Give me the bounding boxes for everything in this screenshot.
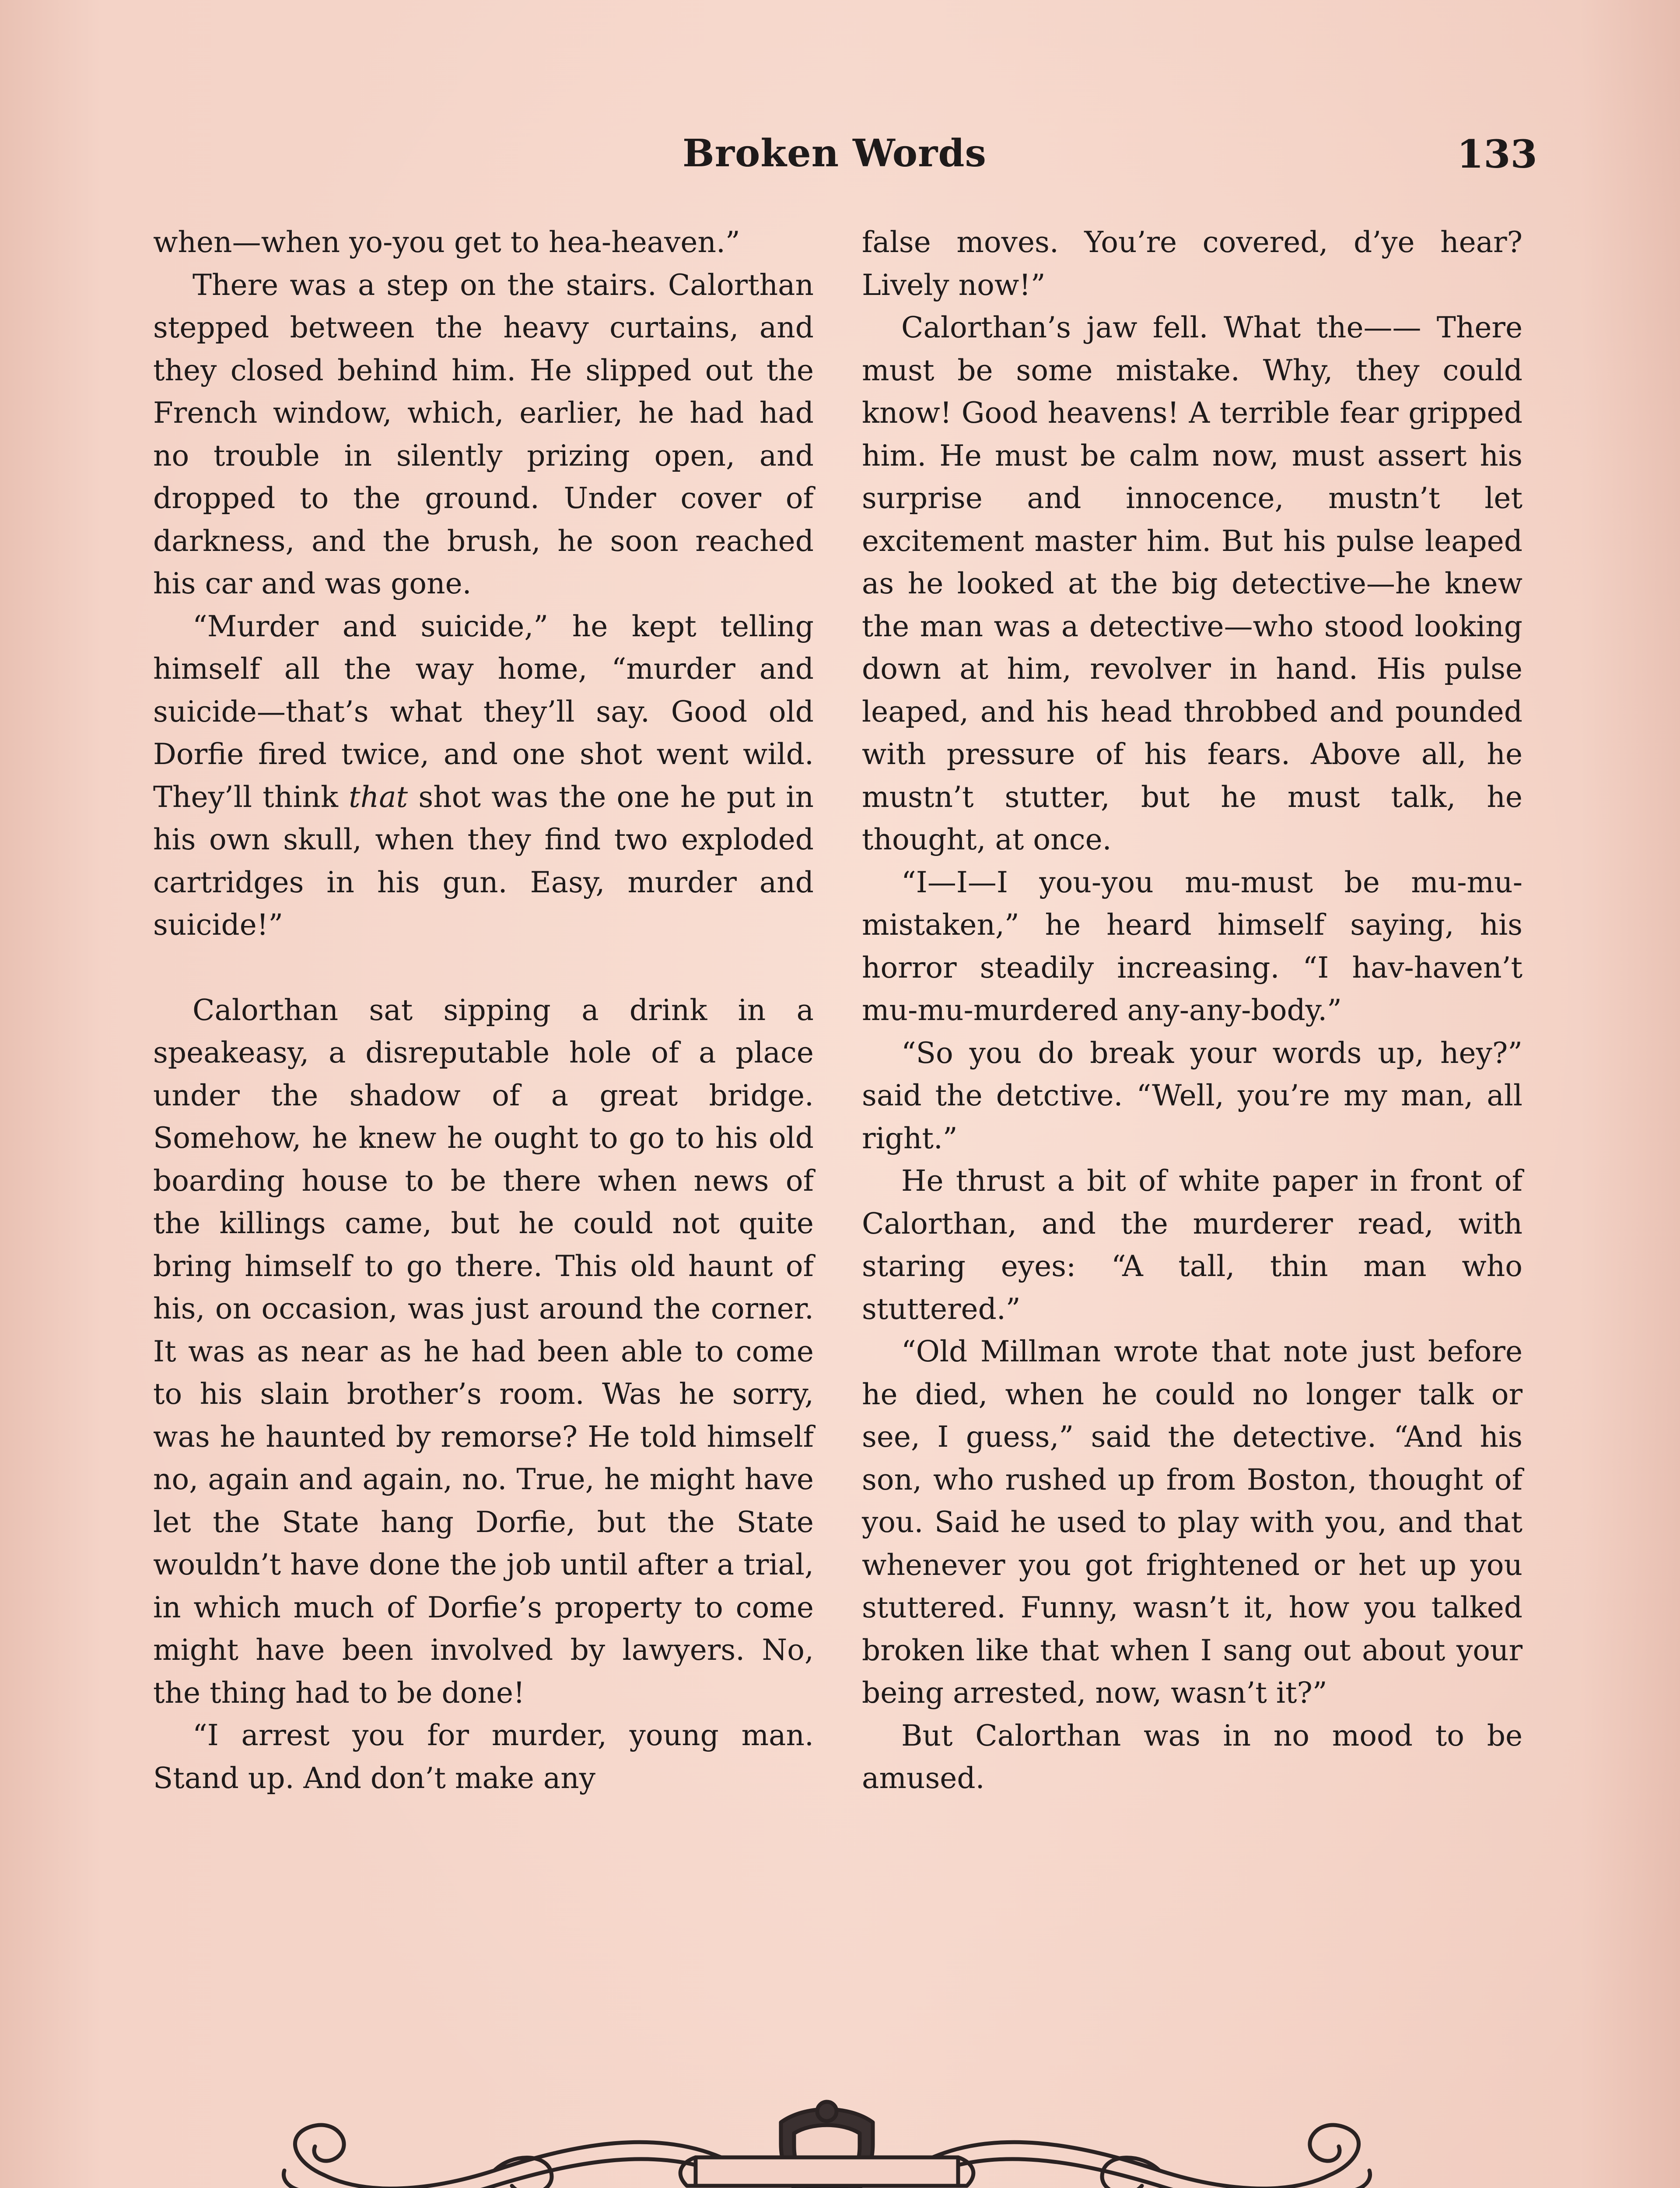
paragraph-text: shot was the one he put in his own skull, when they find two exploded cartridges in his gun. Easy, murder and suicide!” bbox=[153, 780, 814, 942]
running-title: Broken Words bbox=[682, 131, 987, 175]
section-break bbox=[153, 947, 814, 989]
paragraph: Calorthan’s jaw fell. What the—— There must be some mistake. Why, they could know! Good heavens! A terrible fear gripped him. He must be calm now, must assert his surprise and innocence, mustn’t let excitement master him. But his pulse leaped as he looked at the big detective—he knew the man was a detective—who stood looking down at him, revolver in hand. His pulse leaped, and his head throbbed and pounded with pressure of his fears. Above all, he mustn’t stutter, but he must talk, he thought, at once. bbox=[862, 311, 1522, 856]
paragraph: “I—I—I you-you mu-must be mu-mu-mistaken,” he heard himself saying, his horror steadily increasing. “I hav-haven’t mu-mu-murdered any-any-body.” bbox=[862, 865, 1522, 1027]
emphasis-text: that bbox=[349, 780, 408, 814]
paragraph: “So you do break your words up, hey?” said the detctive. “Well, you’re my man, all right.” bbox=[862, 1036, 1522, 1155]
paragraph: There was a step on the stairs. Calorthan stepped between the heavy curtains, and they closed behind him. He slipped out the French window, which, earlier, he had had no trouble in silently prizing open, and dropped to the ground. Under cover of darkness, and the brush, he soon reached his car and was gone. bbox=[153, 268, 814, 600]
paragraph bbox=[153, 605, 814, 947]
left-column bbox=[153, 221, 814, 1799]
paragraph: “Old Millman wrote that note just before he died, when he could no longer talk or see, I guess,” said the detective. “And his son, who rushed up from Boston, thought of you. Said he used to play with you, and that whenever you got frightened or het up you stuttered. Funny, wasn’t it, how you talked broken like that when I sang out about your being arrested, now, wasn’t it?” bbox=[862, 1335, 1522, 1710]
paragraph: He thrust a bit of white paper in front of Calorthan, and the murderer read, with staring eyes: “A tall, thin man who stuttered.” bbox=[862, 1164, 1522, 1326]
paragraph: Calorthan sat sipping a drink in a speakeasy, a disreputable hole of a place under the shadow of a great bridge. Somehow, he knew he ought to go to his old boarding house to be there when news of the killings came, but he could not quite bring himself to go there. This old haunt of his, on occasion, was just around the corner. It was as near as he had been able to come to his slain brother’s room. Was he sorry, was he haunted by remorse? He told himself no, again and again, no. True, he might have let the State hang Dorfie, but the State wouldn’t have done the job until after a trial, in which much of Dorfie’s property to come might have been involved by lawyers. No, the thing had to be done! bbox=[153, 993, 814, 1710]
page-number: 133 bbox=[1457, 131, 1537, 177]
paragraph: “I arrest you for murder, young man. Stand up. And don’t make any bbox=[153, 1718, 814, 1795]
scroll-banner-ornament-icon bbox=[267, 2096, 1387, 2188]
paragraph: But Calorthan was in no mood to be amused. bbox=[862, 1718, 1522, 1795]
paragraph-text: “Murder and suicide,” he kept telling himself all the way home, “murder and suicide—that’s what they’ll say. Good old Dorfie fired twice, and one shot went wild. They’ll think bbox=[153, 609, 814, 814]
right-column bbox=[862, 221, 1522, 1800]
paragraph: false moves. You’re covered, d’ye hear? Lively now!” bbox=[862, 225, 1522, 302]
paragraph: when—when yo-you get to hea-heaven.” bbox=[153, 225, 740, 259]
